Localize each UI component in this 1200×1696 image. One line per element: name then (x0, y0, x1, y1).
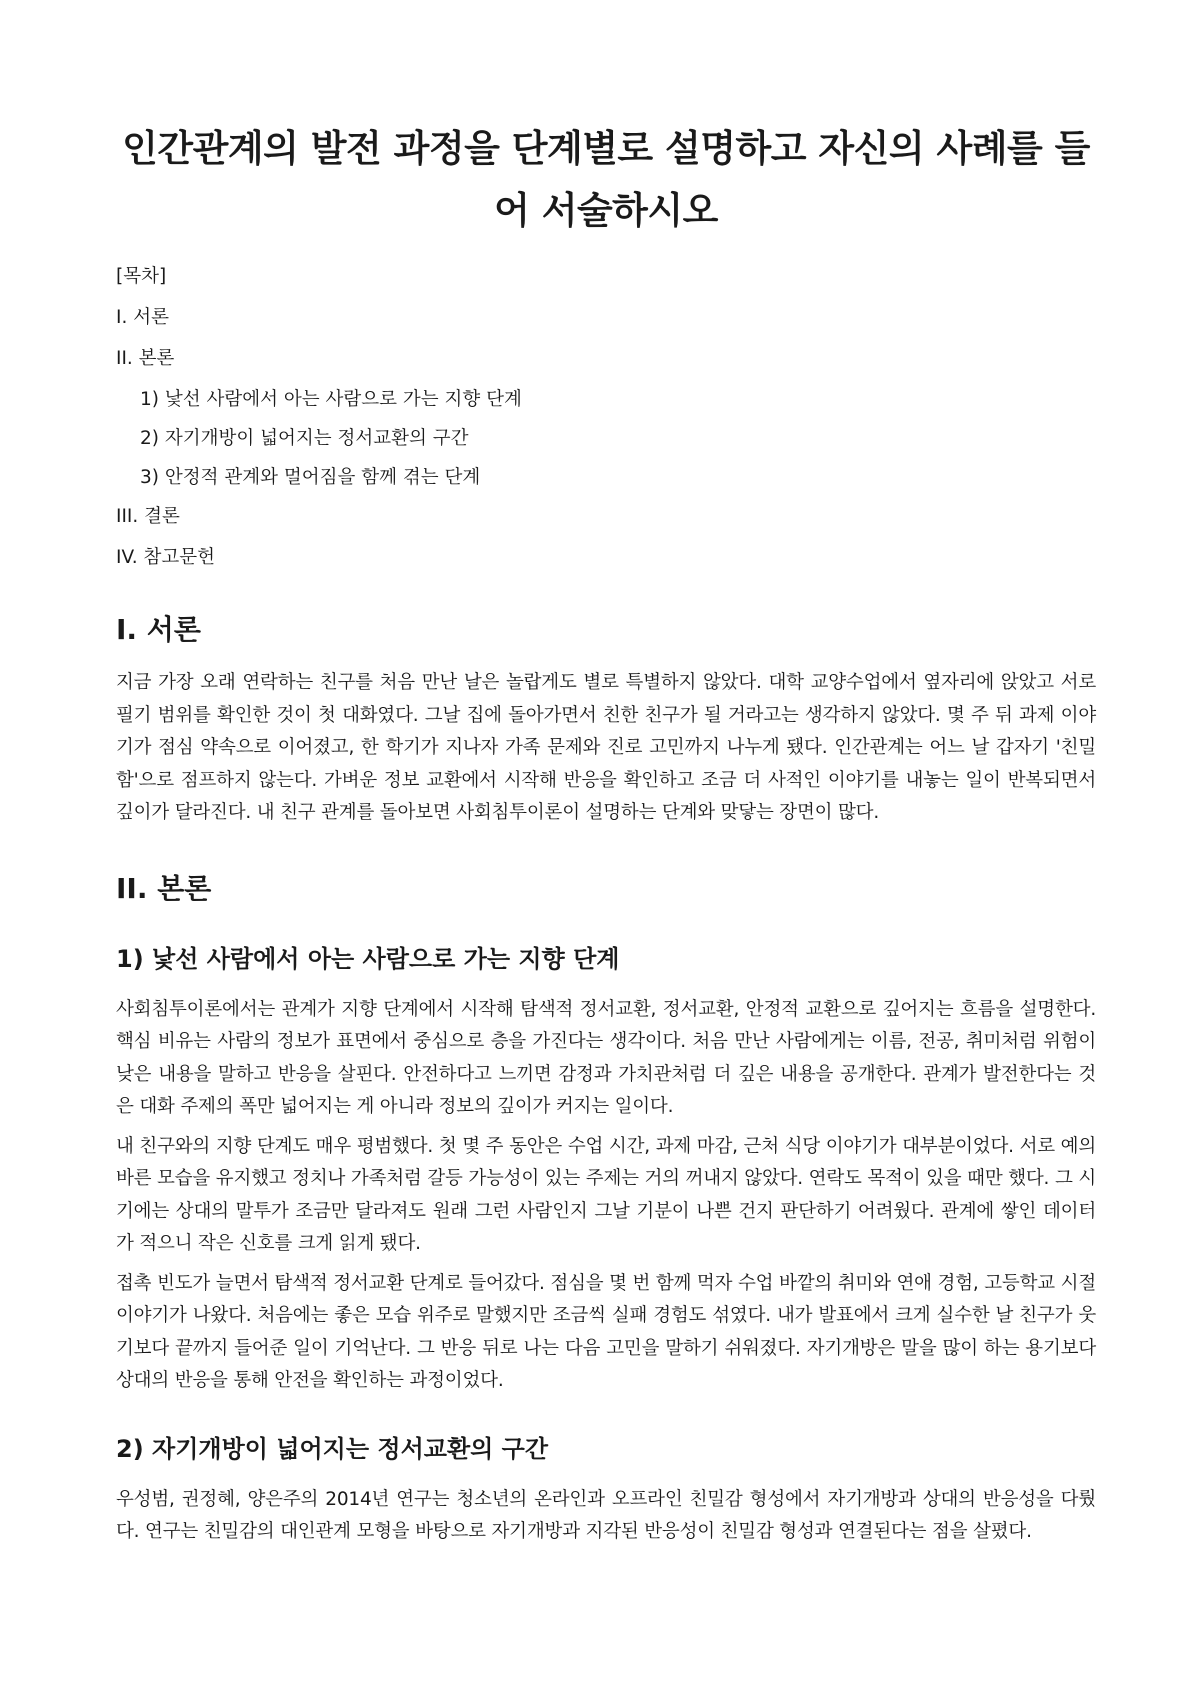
section1-paragraph-2: 내 친구와의 지향 단계도 매우 평범했다. 첫 몇 주 동안은 수업 시간, 과제 마감, 근처 식당 이야기가 대부분이었다. 서로 예의 바른 모습을 유지했고 정치나 가족처럼 갈등 가능성이 있는 주제는 거의 꺼내지 않았다. 연락도 목적이 있을 때만 했다. 그 시기에는 상대의 말투가 조금만 달라져도 원래 그런 사람인지 그날 기분이 나쁜 건지 판단하기 어려웠다. 관계에 쌓인 데이터가 적으니 작은 신호를 크게 읽게 됐다. (116, 1135, 1096, 1254)
intro-paragraph: 지금 가장 오래 연락하는 친구를 처음 만난 날은 놀랍게도 별로 특별하지 않았다. 대학 교양수업에서 옆자리에 앉았고 서로 필기 범위를 확인한 것이 첫 대화였다. 그날 집에 돌아가면서 친한 친구가 될 거라고는 생각하지 않았다. 몇 주 뒤 과제 이야기가 점심 약속으로 이어졌고, 한 학기가 지나자 가족 문제와 진로 고민까지 나누게 됐다. 인간관계는 어느 날 갑자기 '친밀함'으로 점프하지 않는다. 가벼운 정보 교환에서 시작해 반응을 확인하고 조금 더 사적인 이야기를 내놓는 일이 반복되면서 깊이가 달라진다. 내 친구 관계를 돌아보면 사회침투이론이 설명하는 단계와 맞닿는 장면이 많다. (116, 672, 1096, 823)
subsection-heading-1: 1) 낯선 사람에서 아는 사람으로 가는 지향 단계 (116, 944, 620, 973)
toc-item-body-1: 1) 낯선 사람에서 아는 사람으로 가는 지향 단계 (140, 389, 522, 410)
section1-paragraph-3: 접촉 빈도가 늘면서 탐색적 정서교환 단계로 들어갔다. 점심을 몇 번 함께 먹자 수업 바깥의 취미와 연애 경험, 고등학교 시절 이야기가 나왔다. 처음에는 좋은 모습 위주로 말했지만 조금씩 실패 경험도 섞였다. 내가 발표에서 크게 실수한 날 친구가 웃기보다 끝까지 들어준 일이 기억난다. 그 반응 뒤로 나는 다음 고민을 말하기 쉬워졌다. 자기개방은 말을 많이 하는 용기보다 상대의 반응을 통해 안전을 확인하는 과정이었다. (116, 1272, 1096, 1391)
toc-item-conclusion: III. 결론 (116, 506, 180, 527)
table-of-contents (116, 264, 1096, 571)
section-heading-body: II. 본론 (116, 871, 212, 905)
toc-item-body: II. 본론 (116, 348, 175, 369)
toc-item-references: IV. 참고문헌 (116, 547, 215, 568)
subsection-heading-2: 2) 자기개방이 넓어지는 정서교환의 구간 (116, 1434, 549, 1463)
toc-item-body-2: 2) 자기개방이 넓어지는 정서교환의 구간 (140, 428, 469, 449)
toc-heading: [목차] (116, 266, 167, 287)
section-heading-intro: I. 서론 (116, 613, 201, 646)
toc-item-intro: I. 서론 (116, 307, 169, 328)
section2-paragraph-1: 우성범, 권정혜, 양은주의 2014년 연구는 청소년의 온라인과 오프라인 친밀감 형성에서 자기개방과 상대의 반응성을 다뤘다. 연구는 친밀감의 대인관계 모형을 바탕으로 자기개방과 지각된 반응성이 친밀감 형성과 연결된다는 점을 살폈다. (116, 1488, 1096, 1542)
document-title: 인간관계의 발전 과정을 단계별로 설명하고 자신의 사례를 들어 서술하시오 (122, 127, 1090, 232)
toc-item-body-3: 3) 안정적 관계와 멀어짐을 함께 겪는 단계 (140, 467, 481, 488)
section1-paragraph-1: 사회침투이론에서는 관계가 지향 단계에서 시작해 탐색적 정서교환, 정서교환, 안정적 교환으로 깊어지는 흐름을 설명한다. 핵심 비유는 사람의 정보가 표면에서 중심으로 층을 가진다는 생각이다. 처음 만난 사람에게는 이름, 전공, 취미처럼 위험이 낮은 내용을 말하고 반응을 살핀다. 안전하다고 느끼면 감정과 가치관처럼 더 깊은 내용을 공개한다. 관계가 발전한다는 것은 대화 주제의 폭만 넓어지는 게 아니라 정보의 깊이가 커지는 일이다. (116, 998, 1096, 1117)
